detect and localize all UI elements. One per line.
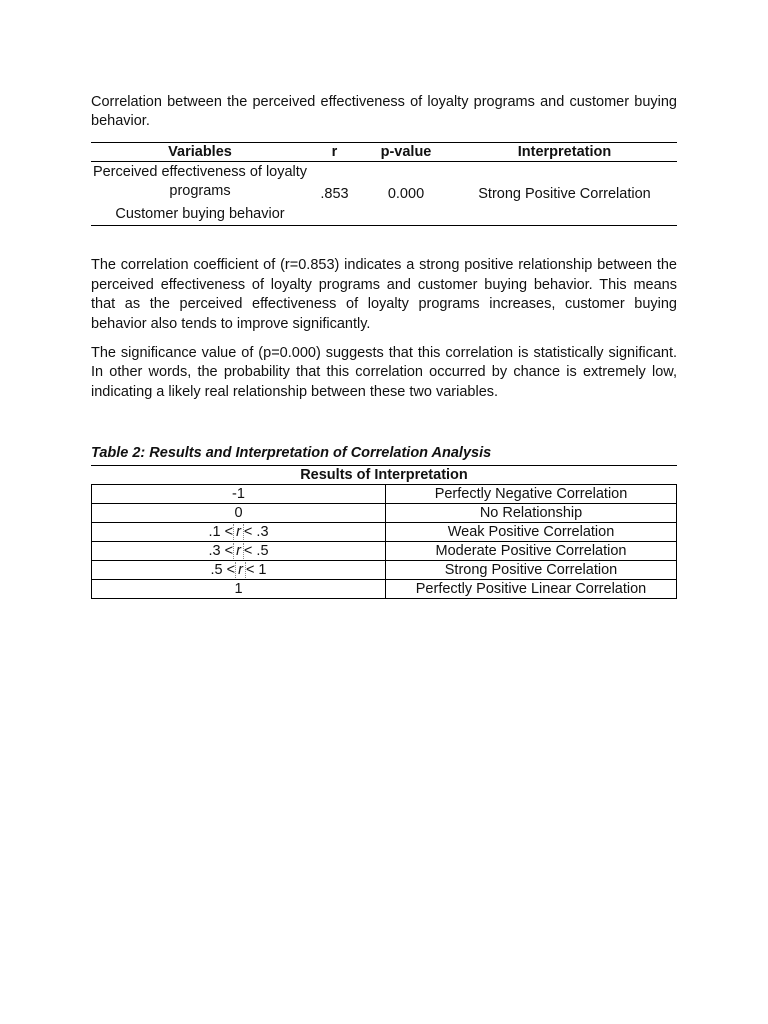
label-cell: Perfectly Negative Correlation (386, 485, 677, 504)
label-cell: No Relationship (386, 504, 677, 523)
variable-buying-behavior: Customer buying behavior (115, 205, 285, 222)
range-upper: < .3 (243, 524, 269, 541)
interpretation-value: Strong Positive Correlation (478, 185, 651, 202)
correlation-table-row (91, 161, 677, 226)
r-symbol: r (233, 524, 244, 540)
range-upper: < 1 (245, 562, 267, 579)
p-value: 0.000 (387, 185, 425, 202)
paragraph-significance: The significance value of (p=0.000) suggests that this correlation is statistically significant. In other words, the probability that this correlation occurred by chance is extremely low, indicating a likely real relationship between these two variables. (91, 344, 677, 400)
table-row (92, 523, 677, 542)
range-cell (92, 542, 386, 561)
intro-text: Correlation between the perceived effectiveness of loyalty programs and customer buying behavior. (91, 94, 677, 130)
table2-caption: Table 2: Results and Interpretation of Correlation Analysis (91, 445, 492, 462)
r-symbol: r (235, 562, 246, 578)
paragraph-correlation: The correlation coefficient of (r=0.853) indicates a strong positive relationship between the perceived effectiveness of loyalty programs and customer buying behavior. This means that as the perceived effectiveness of loyalty programs increases, customer buying behavior also tends to improve significantly. (91, 257, 677, 332)
range-text: -1 (232, 486, 245, 503)
interpretation-table (91, 484, 677, 599)
range-upper: < .5 (243, 543, 269, 560)
variable-loyalty-programs: Perceived effectiveness of loyalty programs (92, 163, 308, 200)
r-value: .853 (320, 185, 349, 202)
range-text: 1 (234, 581, 243, 598)
header-p-value: p-value (360, 142, 452, 161)
range-cell (92, 504, 386, 523)
table-row (92, 580, 677, 599)
header-variables: Variables (91, 142, 309, 161)
range-cell (92, 523, 386, 542)
label-cell: Moderate Positive Correlation (386, 542, 677, 561)
range-cell (92, 485, 386, 504)
header-r: r (309, 142, 360, 161)
range-text: 0 (234, 505, 243, 522)
table2-header: Results of Interpretation (91, 465, 677, 484)
range-cell (92, 580, 386, 599)
label-cell: Weak Positive Correlation (386, 523, 677, 542)
correlation-table-header (91, 142, 677, 161)
table-row (92, 485, 677, 504)
range-lower: .5 < (210, 562, 236, 579)
variables-cell (91, 161, 309, 226)
table-row (92, 504, 677, 523)
range-lower: .3 < (208, 543, 234, 560)
label-cell: Perfectly Positive Linear Correlation (386, 580, 677, 599)
table-row (92, 561, 677, 580)
range-cell (92, 561, 386, 580)
document-page (91, 93, 677, 599)
correlation-table (91, 142, 677, 227)
label-cell: Strong Positive Correlation (386, 561, 677, 580)
table-row (92, 542, 677, 561)
header-interpretation: Interpretation (452, 142, 677, 161)
r-symbol: r (233, 543, 244, 559)
range-lower: .1 < (208, 524, 234, 541)
